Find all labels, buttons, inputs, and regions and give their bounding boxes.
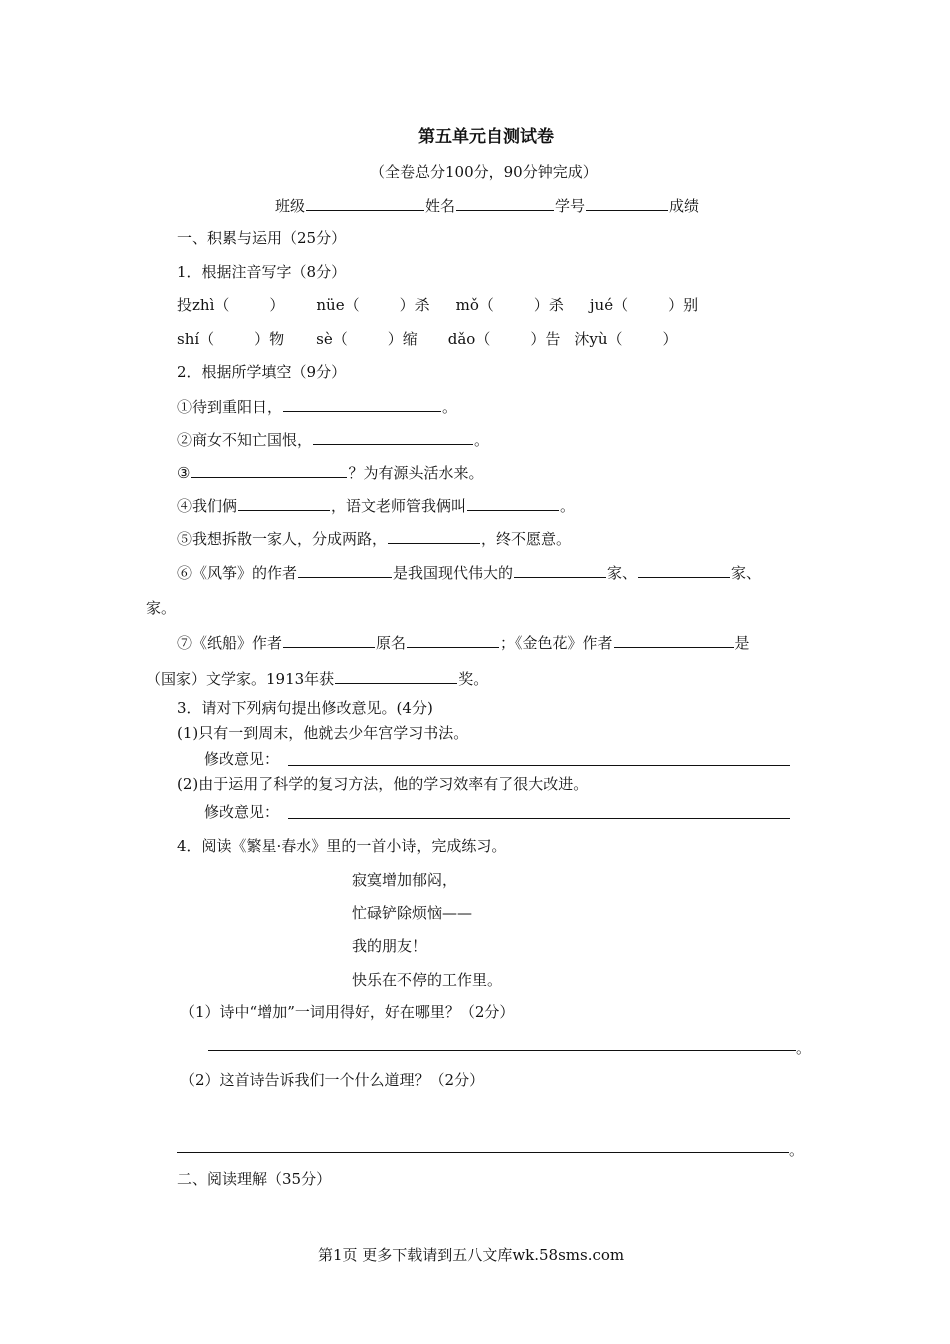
fill-text: 是我国现代伟大的 <box>393 564 514 582</box>
pinyin-item: ）告 <box>530 330 561 348</box>
student-info-line <box>275 195 699 216</box>
poem-line: 寂寞增加郁闷， <box>352 871 458 889</box>
page-title: 第五单元自测试卷 <box>418 127 554 147</box>
fill-text: ？为有源头活水来。 <box>348 464 484 482</box>
fill-text: 是 <box>734 634 750 652</box>
pinyin-item: ）别 <box>668 296 699 314</box>
q1-heading: 1．根据注音写字（8分） <box>177 263 347 281</box>
sentence-2: (2)由于运用了科学的复习方法，他的学习效率有了很大改进。 <box>177 775 589 793</box>
pinyin-item: ） <box>662 330 678 348</box>
score-label: 成绩 <box>669 197 700 215</box>
name-blank[interactable] <box>456 195 554 211</box>
class-blank[interactable] <box>306 195 424 211</box>
pinyin-item: mǒ（ <box>455 296 494 314</box>
section-2-heading: 二、阅读理解（35分） <box>177 1170 332 1188</box>
fill-text: ；《金色花》作者 <box>500 634 613 652</box>
fill-text: （国家）文学家。1913年获 <box>146 670 335 688</box>
answer-blank[interactable] <box>514 562 606 578</box>
pinyin-item: ）杀 <box>399 296 430 314</box>
class-label: 班级 <box>275 197 306 215</box>
pinyin-item: shí（ <box>177 330 215 348</box>
page-subtitle: （全卷总分100分，90分钟完成） <box>370 163 598 181</box>
pinyin-item: jué（ <box>589 296 629 314</box>
fill-text: ，终不愿意。 <box>481 530 572 548</box>
answer-blank[interactable] <box>191 462 347 478</box>
pinyin-item: ）缩 <box>387 330 418 348</box>
fill-item-1 <box>177 396 457 417</box>
fill-item-6 <box>177 562 761 583</box>
poem-line: 我的朋友！ <box>352 937 428 955</box>
q4-sub-question-2: （2）这首诗告诉我们一个什么道理？（2分） <box>180 1071 485 1089</box>
fill-text: 奖。 <box>458 670 489 688</box>
id-blank[interactable] <box>586 195 668 211</box>
sentence-1: (1)只有一到周末，他就去少年宫学习书法。 <box>177 724 469 742</box>
answer-blank[interactable] <box>298 562 392 578</box>
pinyin-item: 沐yù（ <box>574 330 623 348</box>
fill-text: ⑦《纸船》作者 <box>177 634 283 652</box>
answer-blank[interactable] <box>335 668 457 684</box>
pinyin-item: ） <box>269 296 285 314</box>
answer-blank[interactable] <box>638 562 730 578</box>
poem-line: 忙碌铲除烦恼—— <box>352 904 473 922</box>
revision-line-1[interactable] <box>288 765 790 766</box>
pinyin-row-2 <box>177 329 678 349</box>
fill-text: 。 <box>474 431 490 449</box>
fill-item-2 <box>177 429 489 450</box>
fill-item-6-cont: 家。 <box>146 599 177 617</box>
answer-blank[interactable] <box>467 495 559 511</box>
revision-label-2: 修改意见： <box>204 803 280 821</box>
pinyin-item: nüe（ <box>316 296 360 314</box>
q4-sub-question-1: （1）诗中“增加”一词用得好，好在哪里？（2分） <box>180 1003 515 1021</box>
answer-line-2-end: 。 <box>789 1141 805 1159</box>
pinyin-item: ）物 <box>254 330 285 348</box>
fill-text: ⑥《风筝》的作者 <box>177 564 298 582</box>
q4-heading: 4．阅读《繁星·春水》里的一首小诗，完成练习。 <box>177 837 507 855</box>
fill-item-3 <box>177 462 483 483</box>
answer-blank[interactable] <box>283 396 441 412</box>
answer-line-2[interactable] <box>177 1152 789 1153</box>
id-label: 学号 <box>555 197 586 215</box>
section-1-heading: 一、积累与运用（25分） <box>177 229 347 247</box>
pinyin-item: dǎo（ <box>447 330 491 348</box>
pinyin-item: sè（ <box>316 330 348 348</box>
fill-text: 。 <box>560 497 576 515</box>
fill-text: ，语文老师管我俩叫 <box>331 497 467 515</box>
fill-item-5 <box>177 528 571 549</box>
answer-blank[interactable] <box>388 528 480 544</box>
answer-blank[interactable] <box>283 632 375 648</box>
fill-item-4 <box>177 495 575 516</box>
fill-text: ①待到重阳日， <box>177 398 283 416</box>
revision-line-2[interactable] <box>288 818 790 819</box>
fill-text: 。 <box>442 398 458 416</box>
fill-item-7-cont <box>146 668 488 689</box>
fill-text: 家、 <box>731 564 762 582</box>
page-footer: 第1页 更多下载请到五八文库wk.58sms.com <box>318 1246 625 1264</box>
fill-text: 家、 <box>607 564 638 582</box>
fill-text: ⑤我想拆散一家人，分成两路， <box>177 530 388 548</box>
name-label: 姓名 <box>425 197 456 215</box>
pinyin-item: 投zhì（ <box>177 296 230 314</box>
answer-blank[interactable] <box>614 632 734 648</box>
answer-blank[interactable] <box>407 632 499 648</box>
answer-blank[interactable] <box>238 495 330 511</box>
pinyin-item: ）杀 <box>533 296 564 314</box>
fill-text: ②商女不知亡国恨， <box>177 431 313 449</box>
answer-blank[interactable] <box>313 429 473 445</box>
revision-label-1: 修改意见： <box>204 750 280 768</box>
fill-text: ④我们俩 <box>177 497 238 515</box>
q2-heading: 2．根据所学填空（9分） <box>177 363 347 381</box>
fill-item-7 <box>177 632 750 653</box>
pinyin-row-1 <box>177 295 698 315</box>
q3-heading: 3．请对下列病句提出修改意见。(4分) <box>177 699 433 717</box>
poem-line: 快乐在不停的工作里。 <box>352 971 503 989</box>
answer-line-1-end: 。 <box>796 1039 812 1057</box>
fill-text: 原名 <box>376 634 407 652</box>
fill-text: ③ <box>177 464 191 482</box>
answer-line-1[interactable] <box>208 1050 796 1051</box>
